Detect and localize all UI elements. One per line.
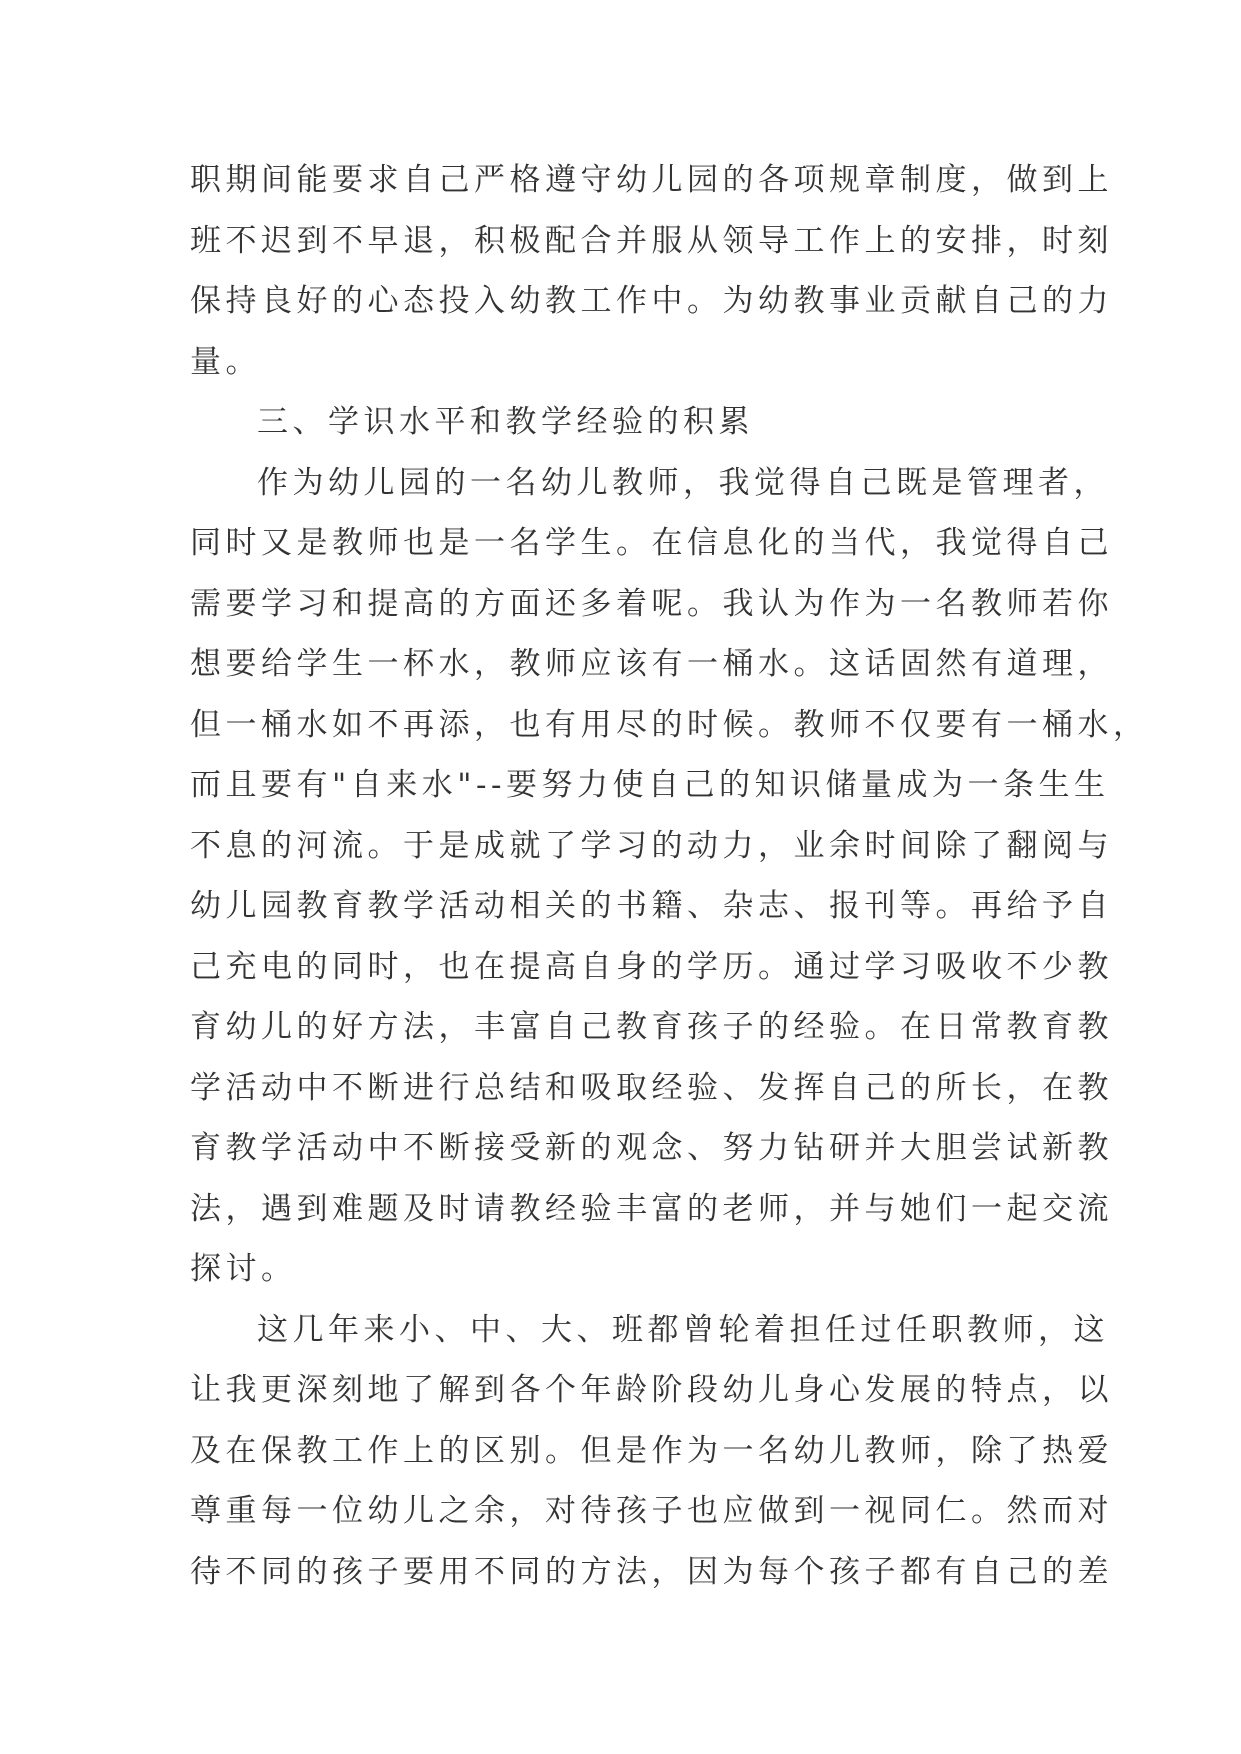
text-line: 作为幼儿园的一名幼儿教师，我觉得自己既是管理者， bbox=[257, 464, 1109, 501]
text-line: 育幼儿的好方法，丰富自己教育孩子的经验。在日常教育教 bbox=[190, 1009, 1113, 1045]
text-line: 法，遇到难题及时请教经验丰富的老师，并与她们一起交流 bbox=[190, 1190, 1113, 1227]
text-line: 而且要有"自来水"--要努力使自己的知识储量成为一条生生 bbox=[190, 767, 1110, 803]
text-line: 己充电的同时，也在提高自身的学历。通过学习吸收不少教 bbox=[190, 948, 1113, 985]
paragraph-learning bbox=[190, 453, 1149, 1300]
text-line: 量。 bbox=[190, 343, 261, 380]
text-line: 但一桶水如不再添，也有用尽的时候。教师不仅要有一桶水， bbox=[190, 706, 1149, 743]
section-heading bbox=[190, 392, 1050, 453]
text-line: 想要给学生一杯水，教师应该有一桶水。这话固然有道理， bbox=[190, 646, 1113, 682]
text-line: 待不同的孩子要用不同的方法，因为每个孩子都有自己的差 bbox=[190, 1553, 1113, 1590]
paragraph-experience bbox=[190, 1300, 1113, 1603]
text-line: 探讨。 bbox=[190, 1251, 297, 1287]
paragraph-continuation bbox=[190, 150, 1113, 392]
document-body bbox=[190, 150, 1149, 1602]
text-line: 三、学识水平和教学经验的积累 bbox=[257, 404, 754, 440]
text-line: 同时又是教师也是一名学生。在信息化的当代，我觉得自己 bbox=[190, 525, 1113, 561]
text-line: 幼儿园教育教学活动相关的书籍、杂志、报刊等。再给予自 bbox=[190, 888, 1113, 924]
text-line: 学活动中不断进行总结和吸取经验、发挥自己的所长，在教 bbox=[190, 1069, 1113, 1106]
text-line: 这几年来小、中、大、班都曾轮着担任过任职教师，这 bbox=[257, 1311, 1109, 1348]
text-line: 职期间能要求自己严格遵守幼儿园的各项规章制度，做到上 bbox=[190, 162, 1113, 198]
text-line: 班不迟到不早退，积极配合并服从领导工作上的安排，时刻 bbox=[190, 222, 1113, 259]
text-line: 尊重每一位幼儿之余，对待孩子也应做到一视同仁。然而对 bbox=[190, 1493, 1113, 1529]
text-line: 需要学习和提高的方面还多着呢。我认为作为一名教师若你 bbox=[190, 585, 1113, 622]
text-line: 育教学活动中不断接受新的观念、努力钻研并大胆尝试新教 bbox=[190, 1130, 1113, 1166]
text-line: 让我更深刻地了解到各个年龄阶段幼儿身心发展的特点，以 bbox=[190, 1372, 1113, 1408]
text-line: 及在保教工作上的区别。但是作为一名幼儿教师，除了热爱 bbox=[190, 1432, 1113, 1469]
text-line: 保持良好的心态投入幼教工作中。为幼教事业贡献自己的力 bbox=[190, 283, 1113, 319]
text-line: 不息的河流。于是成就了学习的动力，业余时间除了翻阅与 bbox=[190, 827, 1113, 864]
